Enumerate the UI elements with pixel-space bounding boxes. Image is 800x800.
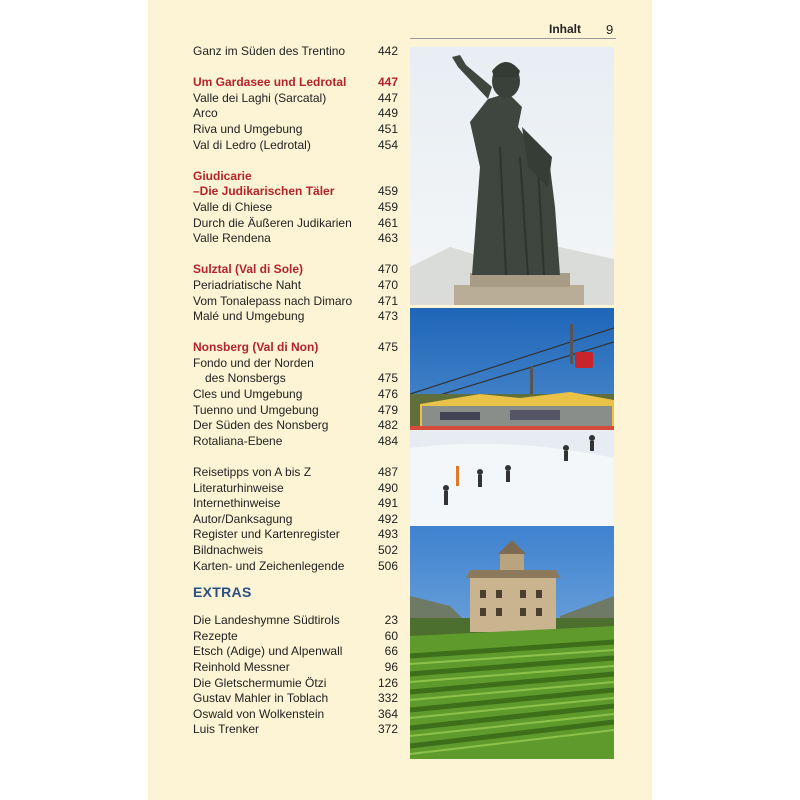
extras-entry: Etsch (Adige) und Alpenwall 66 (193, 644, 398, 659)
toc-entry: Autor/Danksagung 492 (193, 511, 398, 526)
toc-entry: Der Süden des Nonsberg 482 (193, 418, 398, 433)
toc-entry: Arco 449 (193, 106, 398, 121)
running-header-title: Inhalt (549, 22, 581, 36)
extras-entry: Gustav Mahler in Toblach 332 (193, 691, 398, 706)
castle-vineyard-photo (410, 526, 614, 759)
toc-entry: Karten- und Zeichenlegende 506 (193, 558, 398, 573)
toc-entry: Internethinweise 491 (193, 496, 398, 511)
statue-photo (410, 47, 614, 305)
toc-entry: Val di Ledro (Ledrotal) 454 (193, 137, 398, 152)
toc-section-heading: Um Gardasee und Ledrotal 447 (193, 75, 398, 90)
toc-entry: Ganz im Süden des Trentino 442 (193, 44, 398, 58)
toc-entry: Durch die Äußeren Judikarien 461 (193, 215, 398, 230)
toc-section-heading: Sulztal (Val di Sole) 470 (193, 262, 398, 277)
ski-resort-photo (410, 308, 614, 526)
toc-entry: Malé und Umgebung 473 (193, 309, 398, 324)
toc-entry: Tuenno und Umgebung 479 (193, 402, 398, 417)
extras-entry: Die Gletschermumie Ötzi 126 (193, 675, 398, 690)
toc-entry: Valle dei Laghi (Sarcatal) 447 (193, 90, 398, 105)
extras-entry: Die Landeshymne Südtirols 23 (193, 613, 398, 628)
toc-entry: Fondo und der Norden (193, 355, 314, 370)
toc-entry: Valle Rendena 463 (193, 231, 398, 246)
toc-entry: Vom Tonalepass nach Dimaro 471 (193, 293, 398, 308)
extras-heading: EXTRAS (193, 584, 252, 601)
toc-entry: Rotaliana-Ebene 484 (193, 433, 398, 448)
toc-entry: Bildnachweis 502 (193, 543, 398, 557)
toc-entry-continued: des Nonsbergs 475 (205, 371, 398, 386)
header-divider (410, 38, 616, 39)
toc-entry: Periadriatische Naht 470 (193, 277, 398, 292)
extras-entry: Rezepte 60 (193, 628, 398, 643)
toc-entry: Literaturhinweise 490 (193, 480, 398, 495)
extras-entry: Luis Trenker 372 (193, 722, 398, 737)
extras-list (193, 613, 398, 738)
extras-entry: Oswald von Wolkenstein 364 (193, 706, 398, 721)
toc-section-heading: Giudicarie (193, 168, 252, 183)
toc-section-heading-line2: –Die Judikarischen Täler 459 (193, 184, 398, 199)
table-of-contents (193, 44, 398, 738)
extras-entry: Reinhold Messner 96 (193, 659, 398, 674)
page-number: 9 (606, 22, 614, 37)
toc-entry: Reisetipps von A bis Z 487 (193, 465, 398, 480)
toc-entry: Valle di Chiese 459 (193, 199, 398, 214)
toc-entry: Register und Kartenregister 493 (193, 527, 398, 542)
toc-entry: Cles und Umgebung 476 (193, 387, 398, 402)
toc-section-heading: Nonsberg (Val di Non) 475 (193, 340, 398, 355)
toc-entry: Riva und Umgebung 451 (193, 121, 398, 136)
